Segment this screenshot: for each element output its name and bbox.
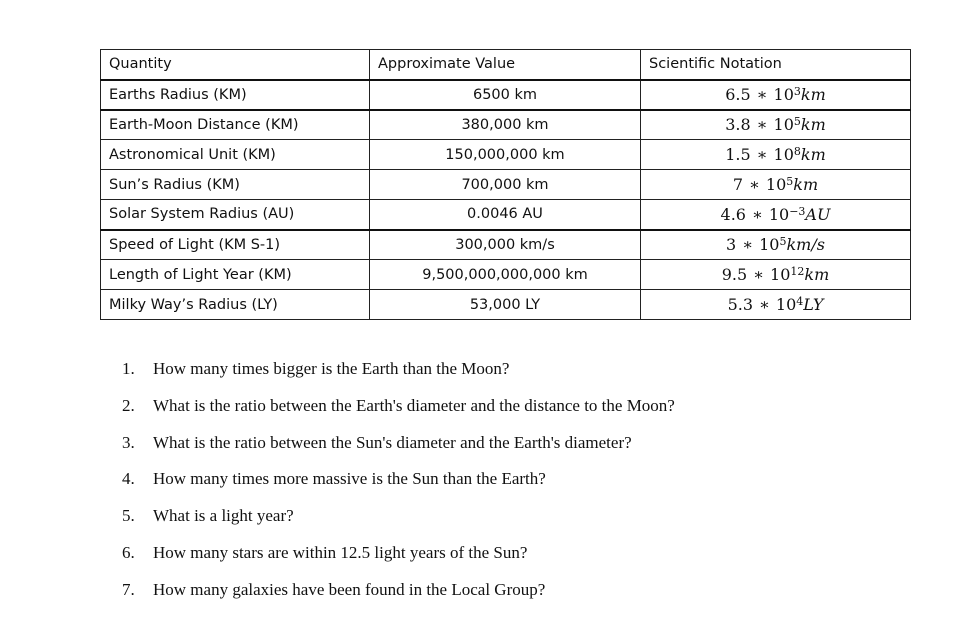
mantissa: 7 <box>732 175 744 194</box>
cell-scientific-notation <box>641 260 911 290</box>
question-text: How many times bigger is the Earth than the Moon? <box>153 359 510 378</box>
cell-scientific-notation <box>641 290 911 320</box>
question-item <box>122 499 675 536</box>
header-approximate-value: Approximate Value <box>370 50 641 80</box>
times-symbol: ∗ <box>751 204 763 224</box>
question-list <box>122 352 675 610</box>
question-item <box>122 426 675 463</box>
unit: km <box>800 115 826 135</box>
cell-quantity: Length of Light Year (KM) <box>101 260 370 290</box>
header-quantity: Quantity <box>101 50 370 80</box>
base: 10 <box>773 145 794 164</box>
question-text: What is the ratio between the Sun's diameter and the Earth's diameter? <box>153 432 632 452</box>
base: 10 <box>768 204 790 224</box>
question-item <box>122 389 675 426</box>
cell-approximate-value: 9,500,000,000,000 km <box>370 260 641 290</box>
exponent: 8 <box>793 145 801 159</box>
cell-scientific-notation <box>641 110 911 140</box>
question-number: 6. <box>122 542 135 562</box>
cell-scientific-notation <box>641 170 911 200</box>
times-symbol: ∗ <box>749 175 760 194</box>
base: 10 <box>770 265 791 284</box>
cell-quantity: Sun’s Radius (KM) <box>101 170 370 200</box>
table-row <box>101 290 911 320</box>
exponent: 5 <box>793 115 801 129</box>
question-number: 1. <box>122 359 135 378</box>
cell-quantity: Astronomical Unit (KM) <box>101 140 370 170</box>
cell-quantity: Solar System Radius (AU) <box>101 200 370 230</box>
unit: km <box>804 265 830 284</box>
unit: AU <box>805 204 831 224</box>
unit: km <box>800 85 826 104</box>
times-symbol: ∗ <box>759 295 770 314</box>
cell-quantity: Milky Way’s Radius (LY) <box>101 290 370 320</box>
cell-approximate-value: 380,000 km <box>370 110 641 140</box>
question-text: How many stars are within 12.5 light years of the Sun? <box>153 542 528 562</box>
cell-approximate-value: 0.0046 AU <box>370 200 641 230</box>
cell-quantity: Earth-Moon Distance (KM) <box>101 110 370 140</box>
header-scientific-notation: Scientific Notation <box>641 50 911 80</box>
base: 10 <box>773 85 794 104</box>
times-symbol: ∗ <box>756 115 768 135</box>
times-symbol: ∗ <box>756 145 768 164</box>
question-text: How many galaxies have been found in the Local Group? <box>153 579 546 599</box>
cell-scientific-notation <box>641 140 911 170</box>
question-number: 3. <box>122 432 135 452</box>
mantissa: 5.3 <box>727 295 754 314</box>
cell-scientific-notation <box>641 80 911 110</box>
table-row <box>101 110 911 140</box>
table-row <box>101 170 911 200</box>
table-row <box>101 230 911 260</box>
mantissa: 9.5 <box>721 265 748 284</box>
unit: km <box>793 175 819 194</box>
exponent: 12 <box>790 265 805 279</box>
cell-quantity: Speed of Light (KM S-1) <box>101 230 370 260</box>
question-text: What is the ratio between the Earth's diameter and the distance to the Moon? <box>153 395 675 415</box>
mantissa: 1.5 <box>725 145 751 164</box>
base: 10 <box>765 175 787 194</box>
cell-quantity: Earths Radius (KM) <box>101 80 370 110</box>
mantissa: 3 <box>726 235 737 255</box>
cell-approximate-value: 53,000 LY <box>370 290 641 320</box>
cell-approximate-value: 700,000 km <box>370 170 641 200</box>
cell-approximate-value: 300,000 km/s <box>370 230 641 260</box>
table-row <box>101 140 911 170</box>
question-item <box>122 573 675 610</box>
question-number: 5. <box>122 506 135 526</box>
unit: km <box>800 145 826 164</box>
table-row <box>101 200 911 230</box>
exponent: 4 <box>796 295 804 309</box>
exponent: −3 <box>789 204 806 218</box>
question-number: 4. <box>122 469 135 489</box>
question-text: What is a light year? <box>153 506 294 526</box>
cell-scientific-notation <box>641 200 911 230</box>
base: 10 <box>773 115 794 135</box>
quantities-table <box>100 49 911 320</box>
table-header-row <box>101 50 911 80</box>
mantissa: 6.5 <box>725 85 751 104</box>
table-row <box>101 80 911 110</box>
question-number: 7. <box>122 579 135 599</box>
base: 10 <box>759 235 780 255</box>
mantissa: 3.8 <box>725 115 751 135</box>
times-symbol: ∗ <box>756 85 768 104</box>
question-item <box>122 462 675 499</box>
base: 10 <box>775 295 797 314</box>
table-row <box>101 260 911 290</box>
question-item <box>122 536 675 573</box>
exponent: 3 <box>793 85 801 99</box>
exponent: 5 <box>786 175 794 189</box>
question-text: How many times more massive is the Sun than the Earth? <box>153 469 546 489</box>
cell-approximate-value: 150,000,000 km <box>370 140 641 170</box>
cell-approximate-value: 6500 km <box>370 80 641 110</box>
exponent: 5 <box>779 235 787 249</box>
unit: km/s <box>786 235 825 255</box>
cell-scientific-notation <box>641 230 911 260</box>
unit: LY <box>803 295 824 314</box>
question-item <box>122 352 675 389</box>
question-number: 2. <box>122 395 135 415</box>
mantissa: 4.6 <box>720 204 746 224</box>
times-symbol: ∗ <box>753 265 765 284</box>
times-symbol: ∗ <box>742 235 754 255</box>
